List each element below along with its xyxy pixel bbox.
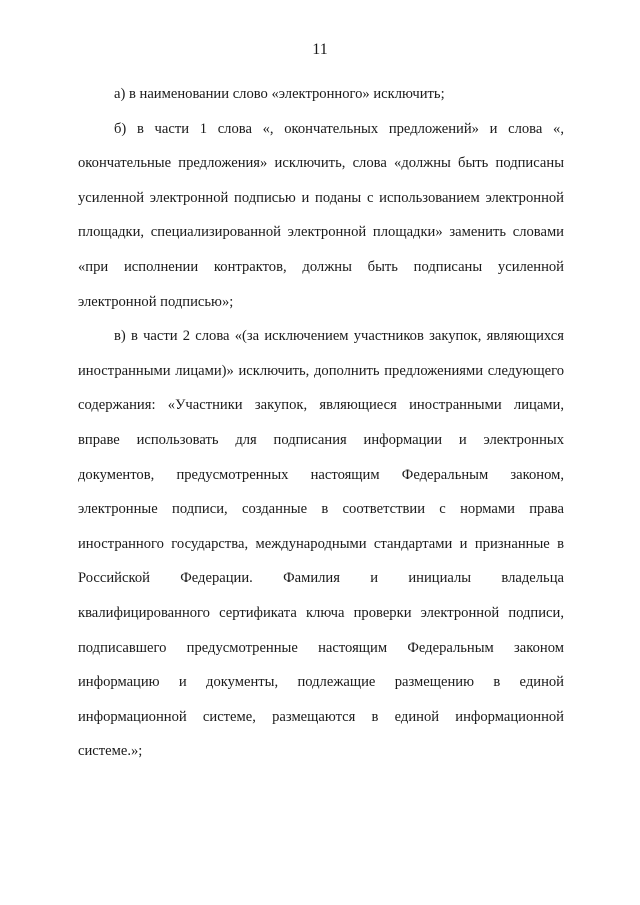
paragraph-b: б) в части 1 слова «, окончательных предложений» и слова «, окончательные предложения» исключить, слова «должны быть подписаны усиленной электронной подписью и поданы с использованием электронной площадки, специализированной электронной площадки» заменить словами «при исполнении контрактов, должны быть подписаны усиленной электронной подписью»;	[78, 120, 564, 310]
page-number: 11	[312, 41, 328, 58]
paragraph-v: в) в части 2 слова «(за исключением участников закупок, являющихся иностранными лицами)» исключить, дополнить предложениями следующего содержания: «Участники закупок, являющиеся иностранными лицами, вправе использовать для подписания информации и электронных документов, предусмотренных настоящим Федеральным законом, электронные подписи, созданные в соответствии с нормами права иностранного государства, международными стандартами и признанные в Российской Федерации. Фамилия и инициалы владельца квалифицированного сертификата ключа проверки электронной подписи, подписавшего предусмотренные настоящим Федеральным законом информацию и документы, подлежащие размещению в единой информационной системе, размещаются в единой информационной системе.»;	[78, 328, 564, 760]
paragraph-a: а) в наименовании слово «электронного» исключить;	[114, 86, 445, 102]
document-body	[78, 77, 564, 769]
